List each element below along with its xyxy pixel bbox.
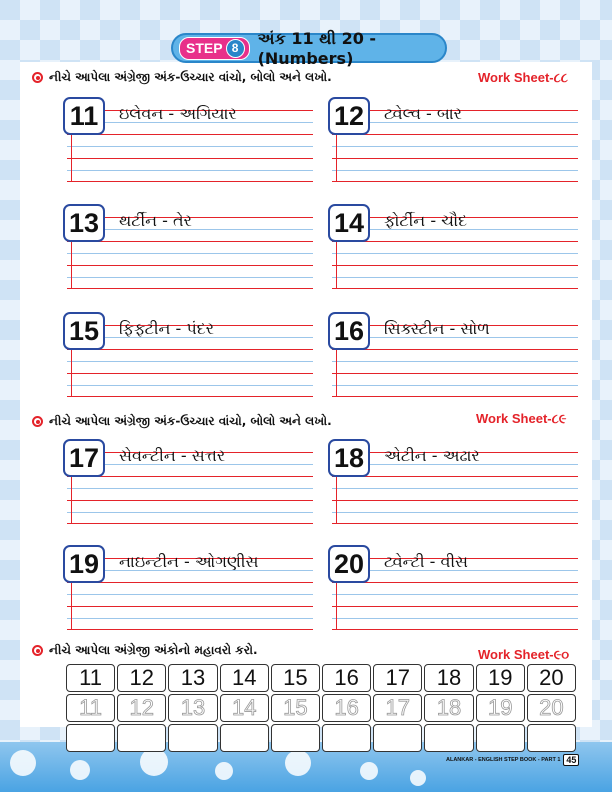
writing-block-14 (332, 207, 578, 289)
step-badge (179, 37, 250, 60)
number-box: 18 (328, 439, 370, 477)
writing-block-12 (332, 100, 578, 182)
page-title: અંક 11 થી 20 - (Numbers) (257, 28, 377, 68)
blank-write-cell[interactable] (527, 724, 576, 752)
number-word: સેવન્ટીન - સત્તર (119, 446, 226, 465)
number-word: ટ્વેન્ટી - વીસ (384, 552, 468, 571)
number-box: 14 (328, 204, 370, 242)
writing-block-18 (332, 442, 578, 524)
blank-write-cell[interactable] (424, 724, 473, 752)
blank-write-cell[interactable] (271, 724, 320, 752)
number-word: ઇલેવન - અગિયાર (119, 104, 237, 123)
book-title: ALANKAR - ENGLISH STEP BOOK - PART 1 (446, 757, 561, 763)
number-box: 15 (63, 312, 105, 350)
blank-write-cell[interactable] (476, 724, 525, 752)
practice-number: 12 (117, 664, 166, 692)
number-word: સિક્સ્ટીન - સોળ (384, 319, 490, 338)
blank-write-cell[interactable] (373, 724, 422, 752)
instruction-text: નીચે આપેલા અંગ્રેજી અંક-ઉચ્ચાર વાંચો, બોલો અને લખો. (49, 70, 332, 84)
worksheet-label: Work Sheet-૯૦ (478, 647, 570, 662)
number-box: 19 (63, 545, 105, 583)
trace-number: 13 (168, 694, 217, 722)
trace-number: 14 (220, 694, 269, 722)
blank-write-cell[interactable] (66, 724, 115, 752)
trace-number: 11 (66, 694, 115, 722)
bullet-icon (32, 645, 43, 656)
bubble-decoration (10, 750, 36, 776)
practice-number: 17 (373, 664, 422, 692)
blank-write-cell[interactable] (220, 724, 269, 752)
worksheet-label: Work Sheet-૮૮ (478, 70, 568, 85)
writing-block-19 (67, 548, 313, 630)
practice-number: 13 (168, 664, 217, 692)
number-word: થર્ટીન - તેર (119, 211, 192, 230)
trace-number: 20 (527, 694, 576, 722)
instruction-row (32, 414, 332, 429)
practice-number: 11 (66, 664, 115, 692)
number-word: ફિફ્ટીન - પંદર (119, 319, 215, 338)
number-word: એટીન - અઢાર (384, 446, 480, 465)
trace-number: 19 (476, 694, 525, 722)
practice-number: 19 (476, 664, 525, 692)
writing-block-11 (67, 100, 313, 182)
trace-number: 12 (117, 694, 166, 722)
bubble-decoration (410, 770, 426, 786)
practice-number: 18 (424, 664, 473, 692)
number-word: ફોર્ટીન - ચૌદ (384, 211, 468, 230)
blank-write-cell[interactable] (168, 724, 217, 752)
practice-number: 14 (220, 664, 269, 692)
step-number: 8 (226, 39, 245, 58)
bubble-decoration (360, 762, 378, 780)
number-word: ટ્વેલ્વ - બાર (384, 104, 462, 123)
bubble-decoration (70, 760, 90, 780)
trace-number: 16 (322, 694, 371, 722)
blank-write-cell[interactable] (117, 724, 166, 752)
worksheet-label: Work Sheet-૮૯ (476, 411, 567, 426)
practice-grid (66, 664, 576, 754)
instruction-row (32, 70, 332, 85)
writing-block-20 (332, 548, 578, 630)
writing-block-17 (67, 442, 313, 524)
trace-number: 18 (424, 694, 473, 722)
number-box: 20 (328, 545, 370, 583)
number-box: 11 (63, 97, 105, 135)
trace-number: 17 (373, 694, 422, 722)
instruction-text: નીચે આપેલા અંગ્રેજી અંકોનો મહાવરો કરો. (49, 643, 258, 657)
trace-number: 15 (271, 694, 320, 722)
bullet-icon (32, 72, 43, 83)
blank-write-cell[interactable] (322, 724, 371, 752)
writing-block-13 (67, 207, 313, 289)
step-header (171, 28, 447, 68)
practice-number: 20 (527, 664, 576, 692)
step-label: STEP (186, 40, 223, 56)
practice-number: 16 (322, 664, 371, 692)
number-box: 16 (328, 312, 370, 350)
page-footer (446, 754, 579, 766)
number-box: 12 (328, 97, 370, 135)
bubble-decoration (215, 762, 233, 780)
page-number: 45 (563, 754, 579, 766)
instruction-row (32, 643, 258, 658)
bullet-icon (32, 416, 43, 427)
number-word: નાઇન્ટીન - ઓગણીસ (119, 552, 259, 571)
practice-number: 15 (271, 664, 320, 692)
writing-block-16 (332, 315, 578, 397)
number-box: 13 (63, 204, 105, 242)
writing-block-15 (67, 315, 313, 397)
instruction-text: નીચે આપેલા અંગ્રેજી અંક-ઉચ્ચાર વાંચો, બોલો અને લખો. (49, 414, 332, 428)
number-box: 17 (63, 439, 105, 477)
